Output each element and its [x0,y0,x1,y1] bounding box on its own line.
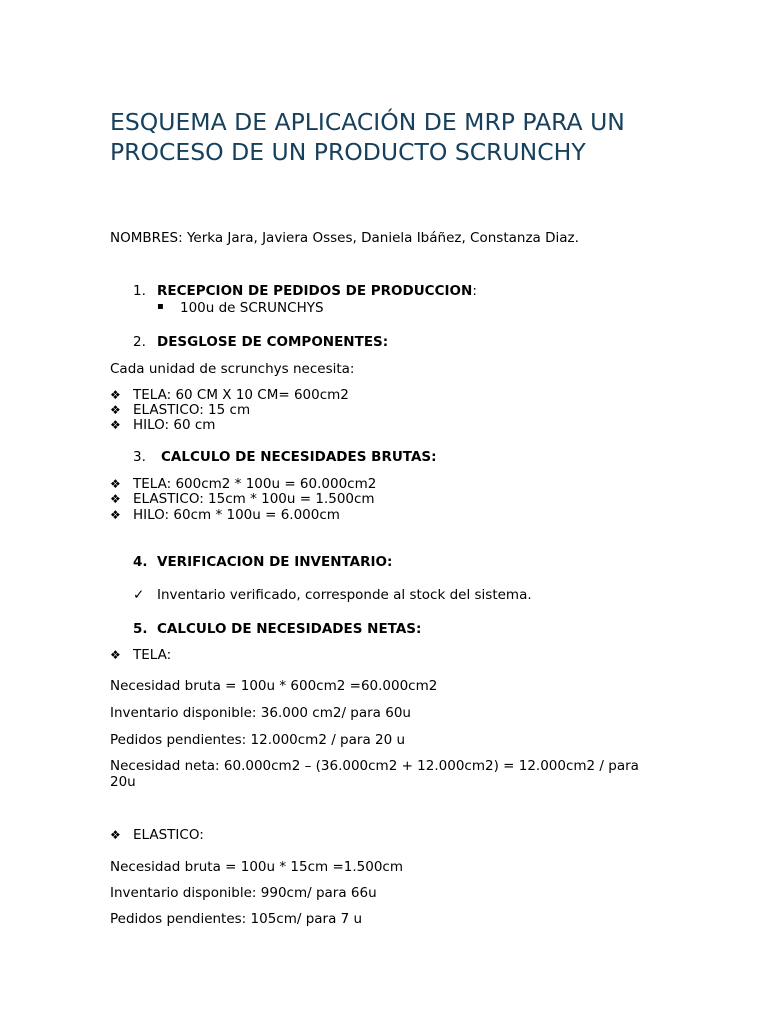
section-1-colon: : [472,283,477,299]
diamond-bullet-icon: ❖ [110,828,121,842]
gross-requirement-item: TELA: 600cm2 * 100u = 60.000cm2 [133,476,377,492]
elastico-available-inventory: Inventario disponible: 990cm/ para 66u [110,885,377,901]
diamond-bullet-icon: ❖ [110,477,121,491]
section-4-number: 4. [133,554,148,570]
diamond-bullet-icon: ❖ [110,418,121,432]
section-5-number: 5. [133,621,148,637]
section-3-number: 3. [133,449,146,465]
section-1-number: 1. [133,283,146,299]
section-1-heading-text: RECEPCION DE PEDIDOS DE PRODUCCION [157,283,473,299]
gross-requirement-item: HILO: 60cm * 100u = 6.000cm [133,507,340,523]
diamond-bullet-icon: ❖ [110,648,121,662]
elastico-label: ELASTICO: [133,827,204,843]
tela-available-inventory: Inventario disponible: 36.000 cm2/ para 60u [110,705,411,721]
elastico-pending-orders: Pedidos pendientes: 105cm/ para 7 u [110,911,363,927]
square-bullet-icon: ▪ [157,301,164,312]
section-4-heading: VERIFICACION DE INVENTARIO: [157,554,393,570]
component-item: ELASTICO: 15 cm [133,402,251,418]
checkmark-icon: ✓ [133,587,145,603]
document-title: ESQUEMA DE APLICACIÓN DE MRP PARA UN PROCESO DE UN PRODUCTO SCRUNCHY [110,108,625,166]
diamond-bullet-icon: ❖ [110,508,121,522]
section-2-heading: DESGLOSE DE COMPONENTES: [157,334,389,350]
tela-gross-requirement: Necesidad bruta = 100u * 600cm2 =60.000cm2 [110,678,438,694]
diamond-bullet-icon: ❖ [110,492,121,506]
tela-net-requirement: Necesidad neta: 60.000cm2 – (36.000cm2 + 12.000cm2) = 12.000cm2 / para 20u [110,758,639,790]
section-2-number: 2. [133,334,146,350]
names-line: NOMBRES: Yerka Jara, Javiera Osses, Daniela Ibáñez, Constanza Diaz. [110,230,579,246]
gross-requirement-item: ELASTICO: 15cm * 100u = 1.500cm [133,491,375,507]
diamond-bullet-icon: ❖ [110,388,121,402]
component-item: HILO: 60 cm [133,417,216,433]
elastico-gross-requirement: Necesidad bruta = 100u * 15cm =1.500cm [110,859,403,875]
section-1-item: 100u de SCRUNCHYS [180,300,324,316]
section-5-heading: CALCULO DE NECESIDADES NETAS: [157,621,422,637]
inventory-verified-text: Inventario verificado, corresponde al stock del sistema. [157,587,532,603]
section-1-heading [157,283,477,299]
component-item: TELA: 60 CM X 10 CM= 600cm2 [133,387,349,403]
tela-label: TELA: [133,647,172,663]
diamond-bullet-icon: ❖ [110,403,121,417]
section-3-heading: CALCULO DE NECESIDADES BRUTAS: [161,449,437,465]
tela-pending-orders: Pedidos pendientes: 12.000cm2 / para 20 u [110,732,406,748]
section-2-intro: Cada unidad de scrunchys necesita: [110,361,355,377]
